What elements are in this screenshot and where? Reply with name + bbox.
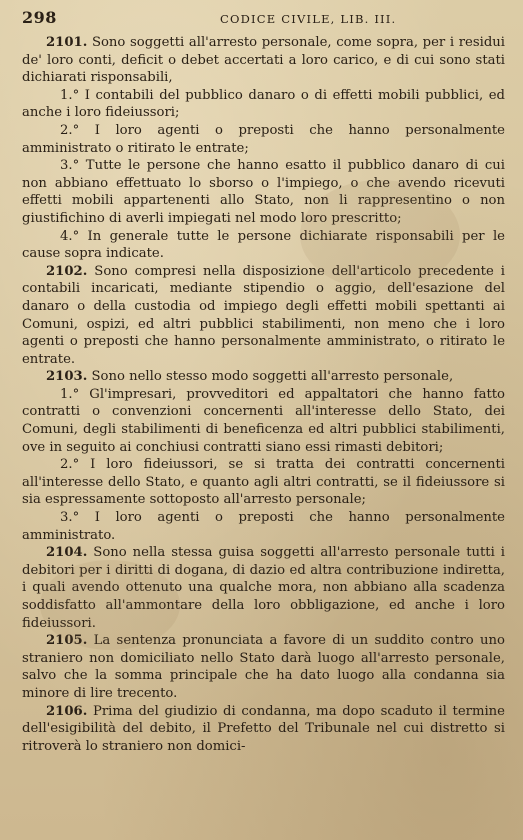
sub-item-paragraph <box>22 228 505 263</box>
paragraph-text: 3.° Tutte le persone che hanno esatto il pubblico danaro di cui non abbiano effettuato lo sborso o l'impiego, o che avendo ricevuti effetti mobili appartenenti allo Stato, non li rappresentino o non giustifichino di averli impiegati nel modo loro prescritto; <box>22 158 505 226</box>
article-number: 2102. <box>46 263 88 279</box>
paragraph-text: 3.° I loro agenti o preposti che hanno personalmente amministrato. <box>22 510 505 543</box>
sub-item-paragraph <box>22 456 505 509</box>
paragraph-text: 2.° I loro agenti o preposti che hanno personalmente amministrato o ritirato le entrate; <box>22 122 505 156</box>
body-text <box>22 34 505 755</box>
article-number: 2103. <box>46 369 88 385</box>
article-paragraph <box>22 34 505 87</box>
page-header <box>22 8 505 30</box>
paragraph-text: Sono nello stesso modo soggetti all'arresto personale, <box>91 369 454 385</box>
paragraph-text: 1.° Gl'impresari, provveditori ed appaltatori che hanno fatto contratti o convenzioni concernenti all'interesse dello Stato, dei Comuni, degli stabilimenti di beneficenza ed altri pubblici stabilimenti, ove in seguito ai conchiusi contratti siano essi rimasti debitori; <box>22 386 505 455</box>
sub-item-paragraph <box>22 157 505 227</box>
running-title: CODICE CIVILE, LIB. III. <box>220 12 397 26</box>
paragraph-text: La sentenza pronunciata a favore di un suddito contro uno straniero non domiciliato nello Stato darà luogo all'arresto personale, salvo che la somma principale che ha dato luogo alla condanna sia minore di lire trecento. <box>22 633 505 701</box>
paragraph-text: Sono compresi nella disposizione dell'articolo precedente i contabili incaricati, mediante stipendio o aggio, dell'esazione del danaro o della custodia od impiego degli effetti mobili spettanti ai Comuni, ospizi, ed altri pubblici stabilimenti, non meno che i loro agenti o preposti che hanno personalmente amministrato, o ritirato le entrate. <box>22 263 505 367</box>
paragraph-text: 1.° I contabili del pubblico danaro o di effetti mobili pubblici, ed anche i loro fideiussori; <box>22 87 505 121</box>
sub-item-paragraph <box>22 509 505 544</box>
paragraph-text: Prima del giudizio di condanna, ma dopo scaduto il termine dell'esigibilità del debito, il Prefetto del Tribunale nel cui distretto si ritroverà lo straniero non domici- <box>22 703 505 754</box>
article-number: 2106. <box>46 703 88 719</box>
paragraph-text: 4.° In generale tutte le persone dichiarate risponsabili per le cause sopra indicate. <box>22 228 505 262</box>
article-paragraph <box>22 368 505 386</box>
sub-item-paragraph <box>22 122 505 157</box>
article-number: 2104. <box>46 545 88 561</box>
paragraph-text: 2.° I loro fideiussori, se si tratta dei contratti concernenti all'interesse dello Stato, e quanto agli altri contratti, se il fideiussore si sia espressamente sottoposto all'arresto personale; <box>22 457 505 508</box>
sub-item-paragraph <box>22 87 505 122</box>
article-number: 2105. <box>46 633 88 649</box>
article-paragraph <box>22 632 505 702</box>
paragraph-text: Sono soggetti all'arresto personale, come sopra, per i residui de' loro conti, deficit o debet accertati a loro carico, e di cui sono stati dichiarati risponsabili, <box>22 35 505 86</box>
article-paragraph <box>22 544 505 632</box>
paragraph-text: Sono nella stessa guisa soggetti all'arresto personale tutti i debitori per i diritti di dogana, di dazio ed altra contribuzione indiretta, i quali avendo ottenuto una qualche mora, non abbiano alla scadenza soddisfatto all'ammontare della loro obbligazione, ed anche i loro fideiussori. <box>22 545 505 631</box>
sub-item-paragraph <box>22 386 505 456</box>
article-paragraph <box>22 263 505 369</box>
article-paragraph <box>22 703 505 756</box>
page-number: 298 <box>22 8 57 27</box>
article-number: 2101. <box>46 35 88 50</box>
